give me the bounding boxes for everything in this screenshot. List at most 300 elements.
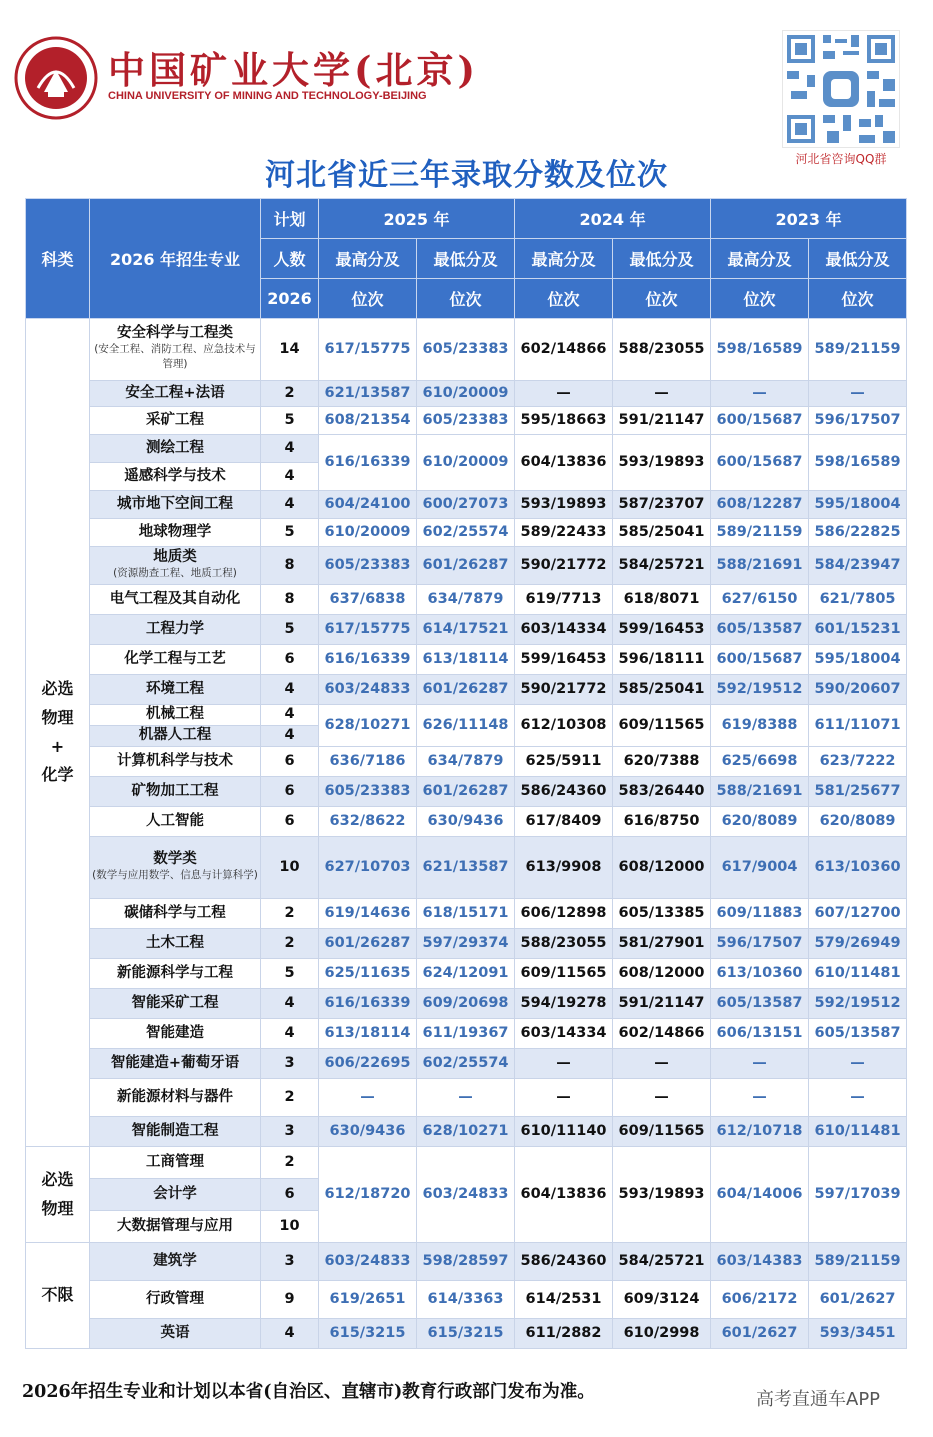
major-subtitle: (安全工程、消防工程、应急技术与管理) bbox=[94, 343, 256, 371]
category-line: 必选 bbox=[41, 678, 74, 698]
score-rank-cell: 602/25574 bbox=[417, 1049, 515, 1079]
major-name: 机器人工程 bbox=[138, 727, 212, 744]
footnote: 2026年招生专业和计划以本省(自治区、直辖市)教育行政部门发布为准。 bbox=[22, 1382, 595, 1402]
score-rank-cell: 619/7713 bbox=[515, 585, 613, 615]
score-rank-cell: 601/26287 bbox=[319, 929, 417, 959]
plan-count: 2 bbox=[261, 1079, 319, 1117]
major-name: 安全工程+法语 bbox=[125, 384, 225, 401]
major-cell bbox=[90, 747, 261, 777]
plan-count: 5 bbox=[261, 519, 319, 547]
score-rank-cell: 611/19367 bbox=[417, 1019, 515, 1049]
score-rank-cell: 600/15687 bbox=[711, 645, 809, 675]
plan-count: 4 bbox=[261, 1319, 319, 1349]
major-name: 工程力学 bbox=[146, 620, 204, 637]
score-rank-cell: 591/21147 bbox=[613, 407, 711, 435]
score-rank-cell: 609/20698 bbox=[417, 989, 515, 1019]
table-row bbox=[26, 1049, 907, 1079]
plan-count: 4 bbox=[261, 491, 319, 519]
table-row bbox=[26, 407, 907, 435]
score-rank-cell: 612/18720 bbox=[319, 1147, 417, 1243]
score-rank-cell: 603/14334 bbox=[515, 615, 613, 645]
category-line: 物理 bbox=[41, 707, 74, 727]
major-name: 会计学 bbox=[153, 1185, 197, 1202]
score-rank-cell: 618/15171 bbox=[417, 899, 515, 929]
score-rank-cell: 617/15775 bbox=[319, 319, 417, 381]
score-rank-cell: 596/17507 bbox=[711, 929, 809, 959]
score-rank-cell: — bbox=[809, 1079, 907, 1117]
score-rank-cell: 601/2627 bbox=[809, 1281, 907, 1319]
score-rank-cell: 623/7222 bbox=[809, 747, 907, 777]
major-name: 新能源材料与器件 bbox=[117, 1088, 233, 1105]
plan-count: 8 bbox=[261, 547, 319, 585]
major-name: 英语 bbox=[160, 1324, 190, 1341]
score-rank-cell: 625/11635 bbox=[319, 959, 417, 989]
major-cell bbox=[90, 726, 261, 747]
category-cell bbox=[26, 1243, 90, 1349]
plan-count: 4 bbox=[261, 435, 319, 463]
qr-code-icon bbox=[782, 30, 900, 148]
table-row bbox=[26, 899, 907, 929]
header-plan-line1: 计划 bbox=[261, 199, 319, 239]
score-rank-cell: 594/19278 bbox=[515, 989, 613, 1019]
score-rank-cell: 613/18114 bbox=[417, 645, 515, 675]
major-cell bbox=[90, 1079, 261, 1117]
major-cell bbox=[90, 929, 261, 959]
plan-count: 4 bbox=[261, 705, 319, 726]
score-rank-cell: 589/21159 bbox=[809, 1243, 907, 1281]
table-row bbox=[26, 747, 907, 777]
plan-count: 10 bbox=[261, 1211, 319, 1243]
university-name-en: CHINA UNIVERSITY OF MINING AND TECHNOLOGY-BEIJING bbox=[108, 90, 427, 102]
header-rank: 位次 bbox=[319, 279, 417, 319]
major-name: 数学类 bbox=[153, 850, 197, 867]
major-cell bbox=[90, 837, 261, 899]
plan-count: 6 bbox=[261, 777, 319, 807]
major-name: 电气工程及其自动化 bbox=[109, 590, 241, 607]
major-name: 地质类 bbox=[153, 548, 197, 565]
plan-count: 2 bbox=[261, 899, 319, 929]
score-rank-cell: 598/16589 bbox=[809, 435, 907, 491]
score-rank-cell: 619/2651 bbox=[319, 1281, 417, 1319]
major-cell bbox=[90, 989, 261, 1019]
score-rank-cell: 595/18663 bbox=[515, 407, 613, 435]
score-rank-cell: 598/28597 bbox=[417, 1243, 515, 1281]
plan-count: 3 bbox=[261, 1049, 319, 1079]
header-min-2024: 最低分及 bbox=[613, 239, 711, 279]
score-rank-cell: 605/13587 bbox=[809, 1019, 907, 1049]
score-rank-cell: 593/19893 bbox=[613, 1147, 711, 1243]
table-row bbox=[26, 381, 907, 407]
plan-count: 4 bbox=[261, 726, 319, 747]
table-row bbox=[26, 1319, 907, 1349]
major-subtitle: (资源勘查工程、地质工程) bbox=[113, 566, 237, 579]
score-rank-cell: 600/15687 bbox=[711, 435, 809, 491]
table-row bbox=[26, 837, 907, 899]
score-rank-cell: 605/23383 bbox=[319, 547, 417, 585]
score-rank-cell: 588/23055 bbox=[515, 929, 613, 959]
score-rank-cell: 605/23383 bbox=[417, 407, 515, 435]
category-line: 必选 bbox=[41, 1169, 74, 1189]
header-max-2025: 最高分及 bbox=[319, 239, 417, 279]
score-rank-cell: 630/9436 bbox=[417, 807, 515, 837]
score-rank-cell: — bbox=[809, 381, 907, 407]
score-rank-cell: 609/11565 bbox=[515, 959, 613, 989]
major-cell bbox=[90, 959, 261, 989]
header-year-2024: 2024 年 bbox=[515, 199, 711, 239]
score-rank-cell: 616/8750 bbox=[613, 807, 711, 837]
score-rank-cell: 604/24100 bbox=[319, 491, 417, 519]
score-rank-cell: 614/3363 bbox=[417, 1281, 515, 1319]
score-rank-cell: — bbox=[711, 1079, 809, 1117]
score-rank-cell: 602/25574 bbox=[417, 519, 515, 547]
header-rank: 位次 bbox=[711, 279, 809, 319]
header-rank: 位次 bbox=[515, 279, 613, 319]
score-rank-cell: 606/13151 bbox=[711, 1019, 809, 1049]
score-rank-cell: 593/19893 bbox=[515, 491, 613, 519]
score-rank-cell: 602/14866 bbox=[515, 319, 613, 381]
major-name: 智能建造 bbox=[146, 1024, 204, 1041]
plan-count: 4 bbox=[261, 463, 319, 491]
major-cell bbox=[90, 463, 261, 491]
major-name: 人工智能 bbox=[146, 812, 204, 829]
score-rank-cell: 584/25721 bbox=[613, 547, 711, 585]
major-cell bbox=[90, 615, 261, 645]
score-rank-cell: — bbox=[711, 1049, 809, 1079]
plan-count: 3 bbox=[261, 1243, 319, 1281]
score-rank-cell: 610/2998 bbox=[613, 1319, 711, 1349]
table-row bbox=[26, 959, 907, 989]
score-rank-cell: 601/26287 bbox=[417, 547, 515, 585]
table-row bbox=[26, 807, 907, 837]
score-rank-cell: 603/24833 bbox=[319, 675, 417, 705]
table-row bbox=[26, 929, 907, 959]
plan-count: 10 bbox=[261, 837, 319, 899]
major-cell bbox=[90, 407, 261, 435]
score-rank-cell: 616/16339 bbox=[319, 645, 417, 675]
score-rank-cell: 585/25041 bbox=[613, 519, 711, 547]
plan-count: 6 bbox=[261, 807, 319, 837]
score-rank-cell: — bbox=[809, 1049, 907, 1079]
score-rank-cell: 621/13587 bbox=[417, 837, 515, 899]
score-rank-cell: 602/14866 bbox=[613, 1019, 711, 1049]
score-rank-cell: 610/11140 bbox=[515, 1117, 613, 1147]
score-rank-cell: 588/23055 bbox=[613, 319, 711, 381]
major-cell bbox=[90, 705, 261, 726]
major-cell bbox=[90, 1117, 261, 1147]
score-rank-cell: 611/2882 bbox=[515, 1319, 613, 1349]
major-name: 建筑学 bbox=[153, 1252, 197, 1269]
major-name: 智能建造+葡萄牙语 bbox=[110, 1054, 240, 1071]
major-name: 环境工程 bbox=[146, 680, 204, 697]
score-rank-cell: 609/11883 bbox=[711, 899, 809, 929]
plan-count: 2 bbox=[261, 929, 319, 959]
plan-count: 5 bbox=[261, 959, 319, 989]
score-rank-cell: 608/21354 bbox=[319, 407, 417, 435]
table-row bbox=[26, 705, 907, 726]
major-cell bbox=[90, 491, 261, 519]
score-rank-cell: 620/7388 bbox=[613, 747, 711, 777]
table-row bbox=[26, 777, 907, 807]
score-rank-cell: 608/12000 bbox=[613, 959, 711, 989]
score-rank-cell: 613/10360 bbox=[809, 837, 907, 899]
score-rank-cell: 593/3451 bbox=[809, 1319, 907, 1349]
score-rank-cell: 605/13385 bbox=[613, 899, 711, 929]
watermark: 高考直通车APP bbox=[756, 1389, 881, 1410]
category-line: 不限 bbox=[41, 1285, 74, 1305]
table-row bbox=[26, 1243, 907, 1281]
score-rank-cell: 611/11071 bbox=[809, 705, 907, 747]
score-rank-cell: 605/13587 bbox=[711, 989, 809, 1019]
university-logo bbox=[14, 36, 98, 120]
score-rank-cell: 634/7879 bbox=[417, 585, 515, 615]
score-rank-cell: 604/14006 bbox=[711, 1147, 809, 1243]
score-rank-cell: 609/11565 bbox=[613, 1117, 711, 1147]
plan-count: 3 bbox=[261, 1117, 319, 1147]
major-cell bbox=[90, 547, 261, 585]
score-rank-cell: — bbox=[515, 1079, 613, 1117]
major-name: 碳储科学与工程 bbox=[124, 904, 226, 921]
page-title: 河北省近三年录取分数及位次 bbox=[265, 158, 668, 193]
header-plan-line3: 2026 bbox=[261, 279, 319, 319]
major-cell bbox=[90, 899, 261, 929]
score-rank-cell: 608/12000 bbox=[613, 837, 711, 899]
score-rank-cell: 617/15775 bbox=[319, 615, 417, 645]
major-name: 行政管理 bbox=[146, 1290, 204, 1307]
header-category: 科类 bbox=[26, 199, 90, 319]
score-rank-cell: 620/8089 bbox=[809, 807, 907, 837]
score-rank-cell: 601/26287 bbox=[417, 675, 515, 705]
university-name-cn: 中国矿业大学(北京) bbox=[108, 48, 480, 92]
major-name: 工商管理 bbox=[146, 1153, 204, 1170]
score-rank-cell: 583/26440 bbox=[613, 777, 711, 807]
score-rank-cell: 619/14636 bbox=[319, 899, 417, 929]
score-rank-cell: 605/23383 bbox=[319, 777, 417, 807]
score-rank-cell: 585/25041 bbox=[613, 675, 711, 705]
score-rank-cell: 587/23707 bbox=[613, 491, 711, 519]
score-rank-cell: 599/16453 bbox=[613, 615, 711, 645]
score-rank-cell: 604/13836 bbox=[515, 435, 613, 491]
major-name: 大数据管理与应用 bbox=[117, 1217, 233, 1234]
header-min-2025: 最低分及 bbox=[417, 239, 515, 279]
score-rank-cell: 614/2531 bbox=[515, 1281, 613, 1319]
score-rank-cell: 597/29374 bbox=[417, 929, 515, 959]
score-rank-cell: 586/22825 bbox=[809, 519, 907, 547]
major-cell bbox=[90, 675, 261, 705]
header-year-2023: 2023 年 bbox=[711, 199, 907, 239]
major-name: 遥感科学与技术 bbox=[124, 467, 226, 484]
major-name: 地球物理学 bbox=[138, 523, 212, 540]
major-cell bbox=[90, 381, 261, 407]
score-rank-cell: 609/11565 bbox=[613, 705, 711, 747]
score-rank-cell: 607/12700 bbox=[809, 899, 907, 929]
plan-count: 4 bbox=[261, 1019, 319, 1049]
score-rank-cell: 625/5911 bbox=[515, 747, 613, 777]
score-rank-cell: 606/2172 bbox=[711, 1281, 809, 1319]
score-rank-cell: 620/8089 bbox=[711, 807, 809, 837]
score-rank-cell: 608/12287 bbox=[711, 491, 809, 519]
score-rank-cell: 592/19512 bbox=[711, 675, 809, 705]
table-row bbox=[26, 435, 907, 463]
score-rank-cell: 627/6150 bbox=[711, 585, 809, 615]
plan-count: 2 bbox=[261, 381, 319, 407]
table-row bbox=[26, 1019, 907, 1049]
score-rank-cell: 596/17507 bbox=[809, 407, 907, 435]
score-rank-cell: 617/9004 bbox=[711, 837, 809, 899]
score-rank-cell: 588/21691 bbox=[711, 777, 809, 807]
major-cell bbox=[90, 319, 261, 381]
score-rank-cell: — bbox=[613, 381, 711, 407]
score-rank-cell: 618/8071 bbox=[613, 585, 711, 615]
category-cell bbox=[26, 1147, 90, 1243]
major-cell bbox=[90, 645, 261, 675]
score-rank-cell: 586/24360 bbox=[515, 777, 613, 807]
score-rank-cell: 634/7879 bbox=[417, 747, 515, 777]
score-rank-cell: 632/8622 bbox=[319, 807, 417, 837]
score-rank-cell: 603/24833 bbox=[417, 1147, 515, 1243]
score-rank-cell: 626/11148 bbox=[417, 705, 515, 747]
score-rank-cell: 610/20009 bbox=[319, 519, 417, 547]
score-rank-cell: 589/22433 bbox=[515, 519, 613, 547]
plan-count: 4 bbox=[261, 675, 319, 705]
header-min-2023: 最低分及 bbox=[809, 239, 907, 279]
qr-caption: 河北省咨询QQ群 bbox=[795, 152, 887, 166]
score-rank-cell: 627/10703 bbox=[319, 837, 417, 899]
header-rank: 位次 bbox=[417, 279, 515, 319]
major-cell bbox=[90, 1243, 261, 1281]
major-name: 新能源科学与工程 bbox=[117, 964, 233, 981]
score-rank-cell: 590/21772 bbox=[515, 675, 613, 705]
score-rank-cell: — bbox=[417, 1079, 515, 1117]
table-row bbox=[26, 491, 907, 519]
major-subtitle: (数学与应用数学、信息与计算科学) bbox=[92, 868, 258, 881]
plan-count: 6 bbox=[261, 645, 319, 675]
score-rank-cell: — bbox=[319, 1079, 417, 1117]
score-rank-cell: 610/20009 bbox=[417, 381, 515, 407]
header-rank: 位次 bbox=[809, 279, 907, 319]
major-cell bbox=[90, 519, 261, 547]
major-cell bbox=[90, 435, 261, 463]
major-name: 智能制造工程 bbox=[131, 1122, 219, 1139]
score-rank-cell: 601/2627 bbox=[711, 1319, 809, 1349]
score-rank-cell: 591/21147 bbox=[613, 989, 711, 1019]
score-rank-cell: 601/26287 bbox=[417, 777, 515, 807]
table-row bbox=[26, 585, 907, 615]
score-rank-cell: 628/10271 bbox=[417, 1117, 515, 1147]
major-name: 城市地下空间工程 bbox=[117, 495, 233, 512]
table-row bbox=[26, 1117, 907, 1147]
score-rank-cell: 584/23947 bbox=[809, 547, 907, 585]
score-rank-cell: 613/18114 bbox=[319, 1019, 417, 1049]
category-line: 物理 bbox=[41, 1198, 74, 1218]
score-rank-cell: 615/3215 bbox=[417, 1319, 515, 1349]
major-cell bbox=[90, 1281, 261, 1319]
plan-count: 2 bbox=[261, 1147, 319, 1179]
score-rank-cell: 600/27073 bbox=[417, 491, 515, 519]
score-rank-cell: 637/6838 bbox=[319, 585, 417, 615]
score-rank-cell: — bbox=[515, 381, 613, 407]
score-rank-cell: 613/10360 bbox=[711, 959, 809, 989]
score-rank-cell: 616/16339 bbox=[319, 989, 417, 1019]
score-rank-cell: 586/24360 bbox=[515, 1243, 613, 1281]
major-name: 智能采矿工程 bbox=[131, 994, 219, 1011]
score-rank-cell: 610/11481 bbox=[809, 1117, 907, 1147]
score-rank-cell: 589/21159 bbox=[711, 519, 809, 547]
header-major: 2026 年招生专业 bbox=[90, 199, 261, 319]
score-rank-cell: 601/15231 bbox=[809, 615, 907, 645]
major-name: 机械工程 bbox=[146, 706, 204, 723]
score-rank-cell: 617/8409 bbox=[515, 807, 613, 837]
score-rank-cell: 630/9436 bbox=[319, 1117, 417, 1147]
category-cell bbox=[26, 319, 90, 1147]
major-cell bbox=[90, 1179, 261, 1211]
header-max-2023: 最高分及 bbox=[711, 239, 809, 279]
header-plan-line2: 人数 bbox=[261, 239, 319, 279]
category-line: 化学 bbox=[41, 765, 74, 785]
score-rank-cell: 584/25721 bbox=[613, 1243, 711, 1281]
score-rank-cell: 624/12091 bbox=[417, 959, 515, 989]
score-rank-cell: 581/27901 bbox=[613, 929, 711, 959]
score-rank-cell: 612/10718 bbox=[711, 1117, 809, 1147]
score-rank-cell: — bbox=[613, 1079, 711, 1117]
table-row bbox=[26, 989, 907, 1019]
table-row bbox=[26, 1147, 907, 1179]
score-rank-cell: 616/16339 bbox=[319, 435, 417, 491]
score-rank-cell: — bbox=[515, 1049, 613, 1079]
header-year-2025: 2025 年 bbox=[319, 199, 515, 239]
table-row bbox=[26, 675, 907, 705]
major-cell bbox=[90, 585, 261, 615]
major-cell bbox=[90, 1019, 261, 1049]
score-rank-cell: 592/19512 bbox=[809, 989, 907, 1019]
major-name: 采矿工程 bbox=[146, 411, 204, 428]
score-rank-cell: 598/16589 bbox=[711, 319, 809, 381]
table-row bbox=[26, 519, 907, 547]
header-rank: 位次 bbox=[613, 279, 711, 319]
score-rank-cell: 605/13587 bbox=[711, 615, 809, 645]
score-rank-cell: 621/13587 bbox=[319, 381, 417, 407]
table-row bbox=[26, 319, 907, 381]
score-rank-cell: 615/3215 bbox=[319, 1319, 417, 1349]
score-rank-cell: 605/23383 bbox=[417, 319, 515, 381]
major-cell bbox=[90, 777, 261, 807]
table-body bbox=[26, 319, 907, 1349]
score-rank-cell: 581/25677 bbox=[809, 777, 907, 807]
header-max-2024: 最高分及 bbox=[515, 239, 613, 279]
major-name: 计算机科学与技术 bbox=[117, 752, 233, 769]
score-rank-cell: 603/14383 bbox=[711, 1243, 809, 1281]
score-rank-cell: 589/21159 bbox=[809, 319, 907, 381]
table-row bbox=[26, 1079, 907, 1117]
major-name: 测绘工程 bbox=[146, 439, 204, 456]
table-row bbox=[26, 547, 907, 585]
score-rank-cell: 590/20607 bbox=[809, 675, 907, 705]
score-rank-cell: 603/24833 bbox=[319, 1243, 417, 1281]
major-name: 化学工程与工艺 bbox=[124, 650, 226, 667]
score-rank-cell: — bbox=[711, 381, 809, 407]
score-rank-cell: 610/11481 bbox=[809, 959, 907, 989]
plan-count: 4 bbox=[261, 989, 319, 1019]
score-rank-cell: 613/9908 bbox=[515, 837, 613, 899]
table-row bbox=[26, 645, 907, 675]
score-rank-cell: 596/18111 bbox=[613, 645, 711, 675]
table-row bbox=[26, 1281, 907, 1319]
score-rank-cell: 621/7805 bbox=[809, 585, 907, 615]
score-rank-cell: 636/7186 bbox=[319, 747, 417, 777]
score-rank-cell: 612/10308 bbox=[515, 705, 613, 747]
major-cell bbox=[90, 1147, 261, 1179]
major-name: 矿物加工工程 bbox=[131, 782, 219, 799]
major-cell bbox=[90, 1049, 261, 1079]
